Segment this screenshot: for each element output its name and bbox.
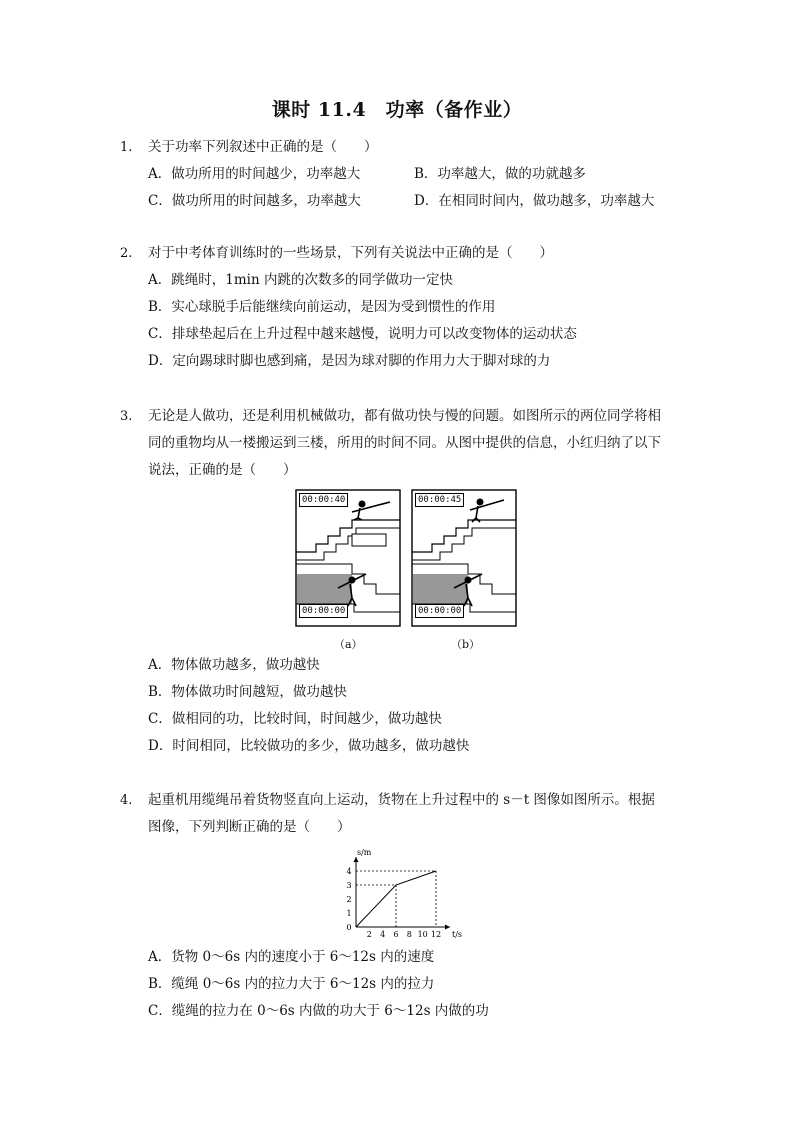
y-tick-label: 4 (346, 867, 352, 876)
question-stem: 关于功率下列叙述中正确的是（ ） (148, 139, 378, 155)
x-axis-label: t/s (452, 930, 463, 939)
question-number: 3. (120, 409, 133, 424)
option-a[interactable]: A．物体做功越多，做功越快 (148, 657, 320, 673)
time-label-b-top: 00:00:45 (415, 493, 464, 507)
caption-a: （a） (334, 638, 363, 651)
option-b[interactable]: B．缆绳 0～6s 内的拉力大于 6～12s 内的拉力 (148, 976, 435, 992)
x-tick-label: 10 (417, 930, 428, 939)
option-row (148, 188, 680, 215)
option-c[interactable]: C．缆绳的拉力在 0～6s 内做的功大于 6～12s 内做的功 (148, 1003, 489, 1019)
time-label-a-top: 00:00:40 (299, 493, 348, 507)
x-tick-label: 12 (430, 930, 442, 939)
question-number: 1. (120, 140, 133, 155)
stairs-figure (294, 488, 520, 652)
option-c[interactable]: C．做相同的功，比较时间，时间越少，做功越快 (148, 711, 442, 727)
option-d[interactable]: D．定向踢球时脚也感到痛，是因为球对脚的作用力大于脚对球的力 (148, 353, 551, 369)
question-3-options (120, 652, 680, 760)
question-stem-line: 无论是人做功，还是利用机械做功，都有做功快与慢的问题。如图所示的两位同学将相 (148, 408, 661, 424)
question-2 (120, 240, 680, 375)
question-stem: 对于中考体育训练时的一些场景，下列有关说法中正确的是（ ） (148, 245, 553, 261)
time-label-a-bottom: 00:00:00 (299, 604, 348, 618)
option-a[interactable]: A．做功所用的时间越少，功率越大 (148, 166, 361, 182)
x-axis-arrow (445, 925, 450, 930)
option-d[interactable]: D．时间相同，比较做功的多少，做功越多，做功越快 (148, 738, 470, 754)
option-c[interactable]: C．排球垫起后在上升过程中越来越慢，说明力可以改变物体的运动状态 (148, 326, 577, 342)
y-tick-label: 1 (346, 909, 352, 918)
option-b[interactable]: B．功率越大，做的功就越多 (414, 166, 586, 182)
x-tick-label: 2 (366, 930, 372, 939)
option-d[interactable]: D．在相同时间内，做功越多，功率越大 (414, 193, 655, 209)
s-t-chart (336, 843, 476, 943)
option-a[interactable]: A．货物 0～6s 内的速度小于 6～12s 内的速度 (148, 949, 435, 965)
question-stem-line: 起重机用缆绳吊着货物竖直向上运动，货物在上升过程中的 s－t 图像如图所示。根据 (148, 792, 655, 808)
option-a[interactable]: A．跳绳时，1min 内跳的次数多的同学做功一定快 (148, 272, 453, 288)
question-stem-line: 同的重物均从一楼搬运到三楼，所用的时间不同。从图中提供的信息，小红归纳了以下 (148, 435, 661, 451)
x-tick-label: 6 (393, 930, 399, 939)
option-b[interactable]: B．实心球脱手后能继续向前运动，是因为受到惯性的作用 (148, 299, 496, 315)
y-tick-label: 3 (346, 881, 352, 890)
time-label-b-bottom: 00:00:00 (415, 604, 464, 618)
option-c[interactable]: C．做功所用的时间越多，功率越大 (148, 193, 361, 209)
question-number: 4. (120, 793, 133, 808)
y-tick-label: 0 (346, 923, 352, 932)
question-3 (120, 403, 680, 484)
question-number: 2. (120, 246, 133, 261)
question-4 (120, 787, 680, 841)
y-tick-label: 2 (346, 895, 352, 904)
option-b[interactable]: B．物体做功时间越短，做功越快 (148, 684, 347, 700)
question-1 (120, 134, 680, 215)
page-title: 课时 11.4 功率（备作业） (271, 99, 523, 121)
question-stem-line: 说法，正确的是（ ） (148, 462, 297, 478)
y-axis-label: s/m (357, 848, 372, 857)
x-tick-label: 8 (406, 930, 412, 939)
caption-b: （b） (451, 638, 481, 651)
question-4-options (120, 944, 680, 1025)
y-axis-arrow (354, 857, 359, 862)
question-stem-line: 图像，下列判断正确的是（ ） (148, 819, 351, 835)
option-row (148, 161, 680, 188)
x-tick-label: 4 (380, 930, 386, 939)
